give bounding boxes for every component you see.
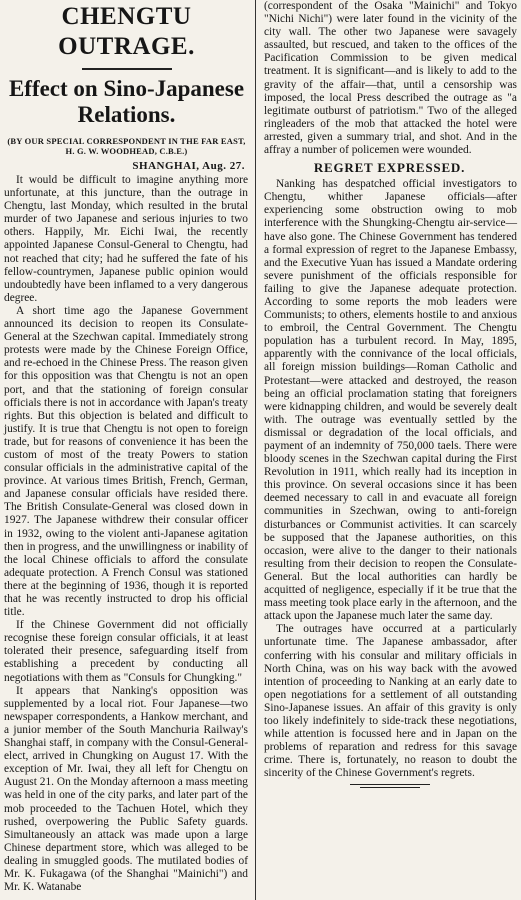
byline: (BY OUR SPECIAL CORRESPONDENT IN THE FAR EAST, H. G. W. WOODHEAD, C.B.E.) — [7, 136, 246, 156]
paragraph: The outrages have occurred at a particularly unfortunate time. The Japanese ambassador, after conferring with his consular and military officials in North China, was on his way back with the avowed intention of proceeding to Nanking at an early date to open negotiations for a settlement of all outstanding Sino-Japanese issues. An affair of this gravity is only too likely indefinitely to side-track these negotiations, while attention is focussed here and in Japan on the problems of reparation and redress for this savage crime. There is, fortunately, no reason to doubt the sincerity of the Chinese Government's regrets. — [264, 623, 517, 780]
paragraph: It would be difficult to imagine anything more unfortunate, at this juncture, than the outrage in Chengtu, last Monday, which resulted in the brutal murder of two Japanese and serious injuries to two others. Happily, Mr. Eichi Iwai, the recently appointed Japanese Consul-General to Chengtu, had not reached that city; had he suffered the fate of his fellow-countrymen, Japanese public opinion would undoubtedly have been inflamed to a very dangerous degree. — [4, 174, 248, 304]
end-rule — [350, 784, 430, 785]
paragraph: It appears that Nanking's opposition was supplemented by a local riot. Four Japanese—two newspaper correspondents, a Hankow merchant, and a junior member of the South Manchuria Railway's Shanghai staff, in company with the Consul-General-elect, arrived in Chungking on August 17. With the exception of Mr. Iwai, they all left for Chengtu on August 21. On the Monday afternoon a mass meeting was held in one of the city parks, and later part of the mob proceeded to the Tachuen Hotel, which they rushed, overpowering the Public Safety guards. Simultaneously an attack was made upon a large Chinese department store, which was alleged to be dealing in smuggled goods. The mutilated bodies of Mr. K. Fukagawa (of the Shanghai "Mainichi") and Mr. K. Watanabe — [4, 684, 248, 894]
paragraph: A short time ago the Japanese Government announced its decision to reopen its Consulate-General at the Szechwan capital. Immediately strong protests were made by the Chinese Foreign Office, and re-echoed in the Chinese Press. The reason given for this opposition was that Chengtu is not an open port, and that the stationing of foreign consular officials there is not in accordance with Japan's treaty rights. But this objection is belated and difficult to justify. It is true that Chengtu is not open to foreign trade, but for reasons of convenience it has been the custom of most of the treaty Powers to station consular officials in the administrative capital of the province. At various times British, French, German, and Japanese consular officials have resided there. The British Consulate-General was closed down in 1927. The Japanese withdrew their consular officer in 1932, owing to the violent anti-Japanese agitation then in progress, and the unwillingness or inability of the local Chinese officials to afford the consulate adequate protection. A French Consul was stationed there at the beginning of 1936, though it is reported that he was recently instructed to drop his official title. — [4, 304, 248, 619]
regret-body — [264, 178, 517, 780]
headline: CHENGTU OUTRAGE. — [58, 3, 195, 60]
section-subhead: REGRET EXPRESSED. — [313, 160, 466, 176]
subheadline: Effect on Sino-Japanese Relations. — [8, 76, 245, 127]
end-rule — [360, 787, 420, 788]
left-body — [4, 174, 248, 894]
paragraph: (correspondent of the Osaka "Mainichi" and Tokyo "Nichi Nichi") were later found in the vicinity of the city wall. The other two Japanese were savagely assaulted, but rescued, and taken to the offices of the Pacification Commission to be given medical treatment. It is significant—and is likely to add to the gravity of the affair—that, until a censorship was imposed, the local Press described the outrage as "a legitimate outburst of patriotism." Two of the alleged ringleaders of the mob that attacked the hotel were arrested, given a summary trial, and shot. And in the affray a number of policemen were wounded. — [264, 0, 517, 157]
right-column — [258, 0, 521, 900]
left-column — [0, 0, 253, 900]
dateline: SHANGHAI, Aug. 27. — [132, 160, 245, 172]
headline-divider — [82, 68, 172, 70]
paragraph: If the Chinese Government did not officially recognise these foreign consular officials, it at least tolerated their presence, safeguarding itself from establishing a precedent by conducting all negotiations with them as "Consuls for Chungking." — [4, 619, 248, 684]
paragraph: Nanking has despatched official investigators to Chengtu, whither Japanese officials—after experiencing some obstruction owing to mob interference with the Shungking-Chengtu air-service—have also gone. The Chinese Government has tendered a formal expression of regret to the Japanese Embassy, and the Executive Yuan has issued a Mandate ordering severe punishment of the officials responsible for failing to give the Japanese adequate protection. According to some reports the mob leaders were Communists; to others, elements hostile to and anxious to embroil, the Central Government. The Chengtu population has a turbulent record. In May, 1895, apparently with the connivance of the local officials, all foreign mission buildings—Roman Catholic and Protestant—were attacked and destroyed, the reason being an official proclamation stating that foreigners were kidnapping children, and would be severely dealt with. The outrage was eventually settled by the dismissal or degradation of the local officials, and payment of an indemnity of 750,000 taels. There were bloody scenes in the Szechwan capital during the First Revolution in 1911, which really had its inception in this province. On several occasions since it has been deemed necessary to call in and evacuate all foreign communities in Szechwan, owing to anti-foreign disturbances or Communist activities. It can scarcely be supposed that the Japanese authorities, on this occasion, were alive to the danger to their nationals resulting from their decision to reopen the Consulate-General. But the local authorities can hardly be acquitted of negligence, especially if it be true that the mass meeting took place early in the afternoon, and the attack upon the Japanese much later the same day. — [264, 178, 517, 623]
column-rule — [255, 0, 256, 900]
right-body — [264, 0, 517, 157]
